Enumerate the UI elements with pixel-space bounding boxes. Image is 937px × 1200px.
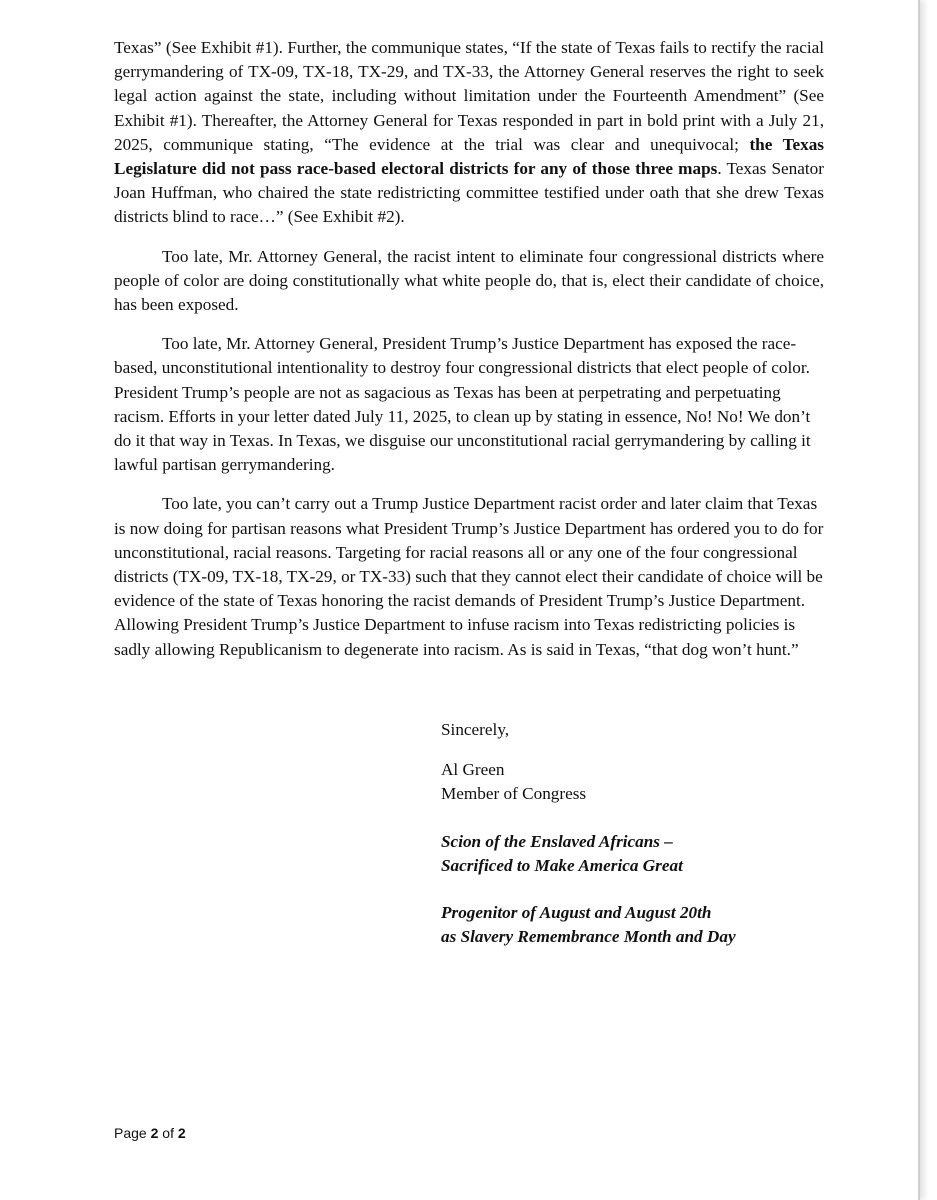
paragraph-1-text-b: . Texas Senator Joan Huffman, who chaired the state redistricting committee testified under oath that she drew Texas districts blind to race…” (See Exhibit #2). xyxy=(114,159,825,227)
paragraph-4: Too late, you can’t carry out a Trump Justice Department racist order and later claim that Texas is now doing for partisan reasons what President Trump’s Justice Department has ordered you to do for unconstitutional, racial reasons. Targeting for racial reasons all or any one of the four congressional districts (TX-09, TX-18, TX-29, or TX-33) such that they cannot elect their candidate of choice will be evidence of the state of Texas honoring the racist demands of President Trump’s Justice Department. Allowing President Trump’s Justice Department to infuse racism into Texas redistricting policies is sadly allowing Republicanism to degenerate into racism. As is said in Texas, “that dog won’t hunt.” xyxy=(114,494,824,659)
letter-body xyxy=(114,36,824,677)
salutation: Sincerely, xyxy=(441,720,510,739)
page-total: 2 xyxy=(177,1125,186,1141)
paragraph-1-text-a: Texas” (See Exhibit #1). Further, the communique states, “If the state of Texas fails to rectify the racial gerrymandering of TX-09, TX-18, TX-29, and TX-33, the Attorney General reserves the right to seek legal action against the state, including without limitation under the Fourteenth Amendment” (See Exhibit #1). Thereafter, the Attorney General for Texas responded in part in bold print with a July 21, 2025, communique stating, “The evidence at the trial was clear and unequivocal; xyxy=(114,38,824,154)
signer-name: Al Green xyxy=(441,760,505,780)
closing-block xyxy=(441,718,861,949)
page-of-label: of xyxy=(162,1125,174,1141)
page-current: 2 xyxy=(150,1125,159,1141)
page-label: Page xyxy=(114,1125,147,1141)
paragraph-1 xyxy=(114,36,824,230)
tagline-2-line-1: Progenitor of August and August 20th xyxy=(441,903,712,923)
paragraph-1-bold-text: the Texas Legislature did not pass race-based electoral districts for any of those three maps xyxy=(114,134,824,179)
signer-title: Member of Congress xyxy=(441,784,587,804)
page-number-footer xyxy=(114,1125,186,1141)
tagline-1-line-1: Scion of the Enslaved Africans – xyxy=(441,831,673,851)
tagline-2-line-2: as Slavery Remembrance Month and Day xyxy=(441,927,736,947)
paragraph-2: Too late, Mr. Attorney General, the racist intent to eliminate four congressional districts where people of color are doing constitutionally what white people do, that is, elect their candidate of choice, has been exposed. xyxy=(114,246,824,315)
paragraph-3: Too late, Mr. Attorney General, President Trump’s Justice Department has exposed the race-based, unconstitutional intentionality to destroy four congressional districts that elect people of color. President Trump’s people are not as sagacious as Texas has been at perpetrating and perpetuating racism. Efforts in your letter dated July 11, 2025, to clean up by stating in essence, No! No! We don’t do it that way in Texas. In Texas, we disguise our unconstitutional racial gerrymandering by calling it lawful partisan gerrymandering. xyxy=(114,334,811,475)
tagline-1-line-2: Sacrificed to Make America Great xyxy=(441,855,683,875)
